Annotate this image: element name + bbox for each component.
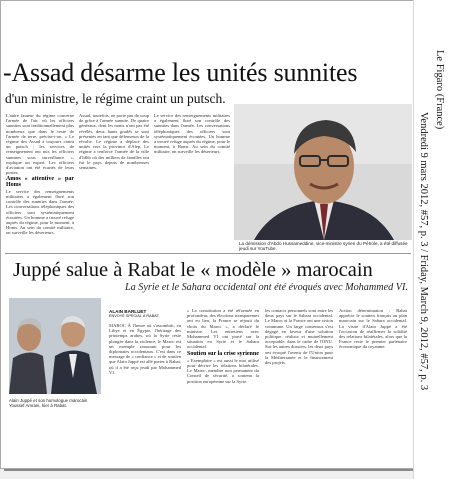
photo-abdo-hussameddine bbox=[234, 104, 412, 240]
byline bbox=[109, 309, 159, 320]
byline-role: ENVOYÉ SPÉCIAL À RABAT bbox=[109, 314, 159, 319]
byline-name: ALAIN BARLUET bbox=[109, 309, 147, 314]
article1-col3-text: Le service des renseignements militaires a également fluré son contrôle des sunnites dans l'armée. Les conversations téléphoniques des officiers sont systématiquement écoutées. Un homme a trouvé refuge auprès du régime, pour le moment, à Homs. Au sein du comité militaire, on surveille les déserteurs. bbox=[154, 113, 230, 155]
portrait-illustration bbox=[234, 104, 412, 240]
article1-column-3 bbox=[154, 113, 230, 253]
article2-column-2 bbox=[187, 308, 259, 453]
publication-name: Le Figaro (France) bbox=[434, 50, 445, 130]
photo1-caption: La démission d'Abdo Hussameddine, vice-ministre syrien du Pétrole, a été diffusée jeudi sur YouTube. bbox=[239, 241, 408, 252]
article2-column-1 bbox=[109, 323, 181, 453]
article1-section-head: Amos « attentive » par Homs bbox=[6, 176, 74, 188]
article1-subheadline: d'un ministre, le régime craint un putsch. bbox=[5, 91, 226, 106]
citation-line: Vendredi 9 mars 2012, #57, p. 3 / Friday, March 9, 2012, #57, p. 3 bbox=[418, 112, 429, 391]
article2-col2b-text: « Exemplaire » est aussi le mot utilisé pour décrire les relations bilatérales. Le Maroc, membre non permanent du Conseil de sécurité, a soutenu la position européenne sur la Syrie. bbox=[187, 357, 259, 384]
article2-column-4 bbox=[339, 308, 407, 453]
article1-column-1 bbox=[6, 113, 74, 253]
article2-col1-text: MAROC À l'heure où s'assombrit, en Libye et en Égypte, l'héritage des printemps arabes, où la Syrie reste plongée dans la violence, le Maroc est un exemple rassurant pour les diplomates occidentaux. C'est dans ce message de « confiance » et de soutien que Alain Juppé est allé porter à Rabat, où il a été reçu jeudi par Mohammed VI. bbox=[109, 323, 181, 375]
section-divider bbox=[5, 253, 411, 254]
article2-section-head: Soutien sur la crise syrienne bbox=[187, 350, 259, 357]
article2-column-3 bbox=[265, 308, 333, 453]
article1-col1-text: L'autre fauteur du régime concerne l'armée de l'air, où les officiers sunnites sont traditionnellement plus nombreux que dans le reste de l'armée de terre, précise-t-on. « Le régime des Assad a toujours craint un putsch ; les services de renseignement ont mis les officiers sunnites sous surveillance », explique un expert. Les officiers d'aviation ont été écartés de leurs postes. bbox=[6, 113, 74, 176]
article2-col3-text: les contacts personnels sont entre les deux pays sur le Sahara occidental. Le Maroc et la France ont une vision commune. Un large consensus s'est dégagé en faveur d'une solution politique, réaliste et mutuellement acceptable, dans le cadre de l'ONU. Sur les autres dossiers, les deux pays ont évoqué l'avenir de l'Union pour la Méditerranée et le financement des projets. bbox=[265, 308, 333, 366]
article2-subheadline: La Syrie et le Sahara occidental ont été évoqués avec Mohammed VI. bbox=[125, 282, 408, 293]
article2-col2-text: « La constitution a été réformée en profondeur, des élections transparentes ont eu lieu, la France se réjouit du choix du Maroc », a déclaré le ministre. Les entretiens avec Mohammed VI ont porté sur la situation en Syrie et le Sahara occidental. bbox=[187, 308, 259, 350]
article1-column-2 bbox=[79, 113, 149, 253]
article1-col2-text: Assad, toutefois, ne porte pas de coup de grâce à l'armée sunnite. De quatre généraux, dont les noms n'ont pas été révélés, deux hauts gradés se sont présentés en tant que défenseurs de la révolte. Le régime a déplacé des unités vers la province d'Alep. Le régime a renforcé l'armée de la ville d'Idlib où des milliers de familles ont fui le pays depuis de nombreuses semaines. bbox=[79, 113, 149, 171]
photo-juppe-amrani bbox=[9, 298, 101, 394]
two-men-illustration bbox=[9, 298, 101, 394]
citation-sidebar bbox=[413, 0, 451, 479]
article1-col1b-text: Le service des renseignements militaires a également fluré son contrôle des sunnites dans l'armée. Les conversations téléphoniques des officiers sont systématiquement écoutées. Un homme a trouvé refuge auprès du régime, pour le moment, à Homs. Au sein du comité militaire, on surveille les déserteurs. bbox=[6, 188, 74, 236]
article1-headline: -Assad désarme les unités sunnites bbox=[3, 58, 358, 87]
article2-col4-text: Action détermination : Rabat apprécie le soutien français au plan marocain sur le Sahara occidental. La visite d'Alain Juppé a été l'occasion de réaffirmer la solidité des relations bilatérales, alors que la France reste le premier partenaire économique du royaume. bbox=[339, 308, 407, 350]
article2-headline: Juppé salue à Rabat le « modèle » marocain bbox=[13, 259, 373, 281]
photo2-caption: Alain Juppé et son homologue marocain Youssef Amrani, hier à Rabat. bbox=[9, 398, 88, 409]
